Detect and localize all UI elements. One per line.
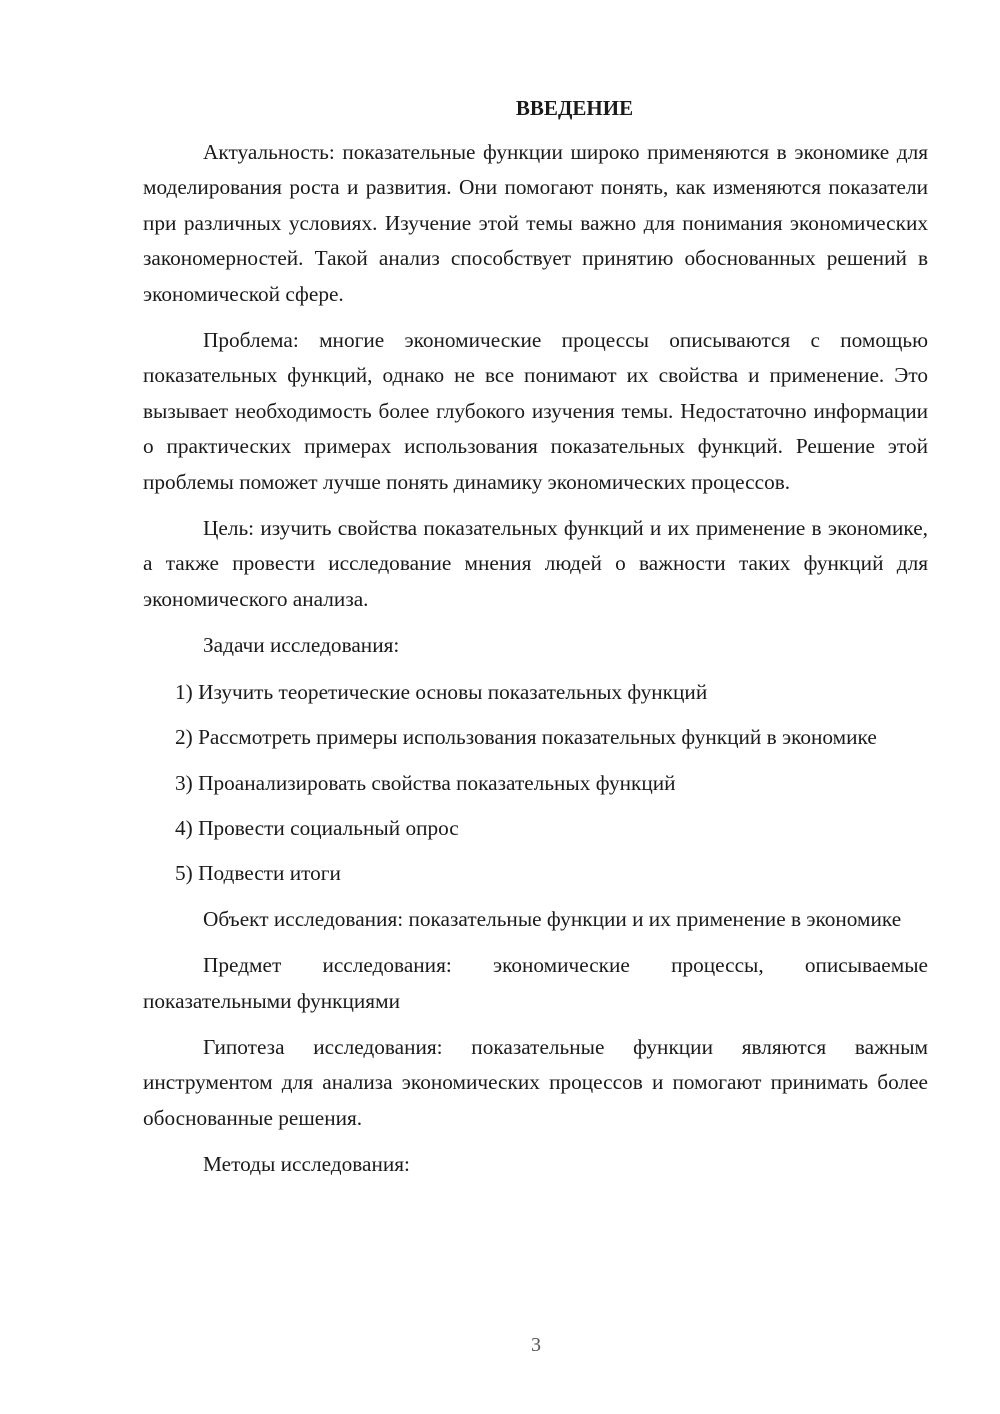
tasks-list: [143, 675, 928, 892]
hypothesis-paragraph: Гипотеза исследования: показательные функции являются важным инструментом для анализа экономических процессов и помогают принимать более обоснованные решения.: [143, 1034, 928, 1130]
task-item-5: 5) Подвести итоги: [175, 861, 341, 886]
goal-paragraph: Цель: изучить свойства показательных функций и их применение в экономике, а также провести исследование мнения людей о важности таких функций для экономического анализа.: [143, 516, 928, 611]
subject-paragraph: Предмет исследования: экономические процессы, описываемые показательными функциями: [143, 953, 928, 1013]
relevance-paragraph: Актуальность: показательные функции широко применяются в экономике для моделирования роста и развития. Они помогают понять, как изменяются показатели при различных условиях. Изучение этой темы важно для понимания экономических закономерностей. Такой анализ способствует принятию обоснованных решений в экономической сфере.: [143, 140, 928, 306]
task-item-1: 1) Изучить теоретические основы показательных функций: [175, 679, 708, 704]
problem-paragraph: Проблема: многие экономические процессы описываются с помощью показательных функций, однако не все понимают их свойства и применение. Это вызывает необходимость более глубокого изучения темы. Недостаточно информации о практических примерах использования показательных функций. Решение этой проблемы поможет лучше понять динамику экономических процессов.: [143, 328, 928, 494]
tasks-intro: Задачи исследования:: [203, 633, 400, 658]
page-body: [143, 91, 928, 1194]
task-item-4: 4) Провести социальный опрос: [175, 815, 459, 840]
task-item-2: 2) Рассмотреть примеры использования показательных функций в экономике: [175, 725, 877, 750]
page-number: 3: [531, 1334, 541, 1356]
section-heading: ВВЕДЕНИЕ: [515, 96, 634, 120]
object-paragraph: Объект исследования: показательные функции и их применение в экономике: [203, 906, 902, 931]
task-item-3: 3) Проанализировать свойства показательных функций: [175, 770, 676, 795]
methods-paragraph: Методы исследования:: [203, 1152, 410, 1177]
